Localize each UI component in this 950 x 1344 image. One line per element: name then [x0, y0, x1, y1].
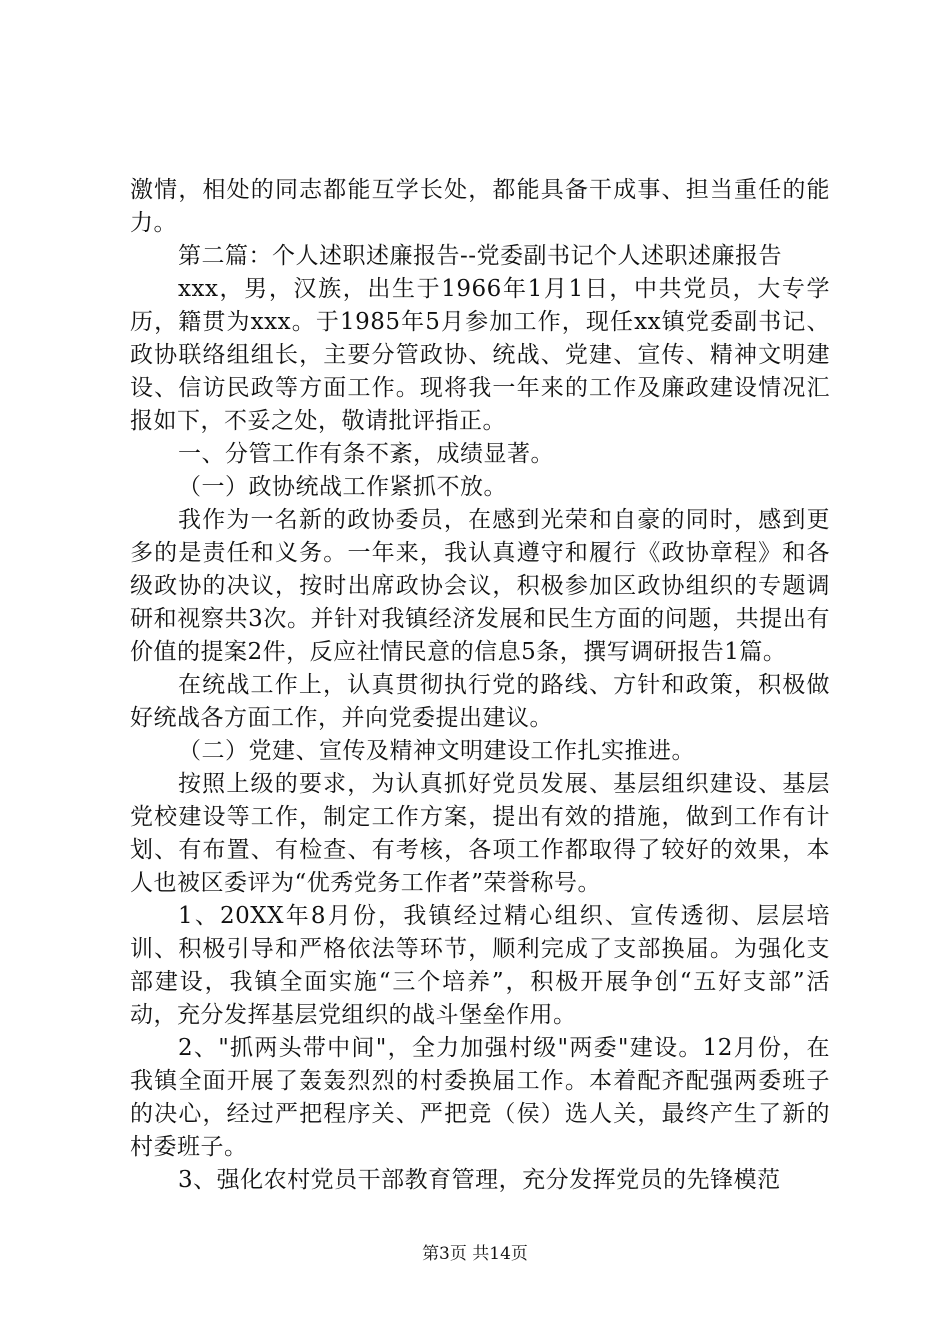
paragraph-cppcc-work: 我作为一名新的政协委员，在感到光荣和自豪的同时，感到更多的是责任和义务。一年来，我认真遵守和履行《政协章程》和各级政协的决议，按时出席政协会议，积极参加区政协组织的专题调研和视察共3次。并针对我镇经济发展和民生方面的问题，共提出有价值的提案2件，反应社情民意的信息5条，撰写调研报告1篇。 — [130, 507, 830, 665]
paragraph-item-2: 2、"抓两头带中间"，全力加强村级"两委"建设。12月份，在我镇全面开展了轰轰烈烈的村委换届工作。本着配齐配强两委班子的决心，经过严把程序关、严把竞（侯）选人关，最终产生了新的村委班子。 — [130, 1035, 830, 1160]
heading-part-one: 一、分管工作有条不紊，成绩显著。 — [178, 441, 554, 467]
subheading-two: （二）党建、宣传及精神文明建设工作扎实推进。 — [178, 738, 695, 764]
paragraph-party-building: 按照上级的要求，为认真抓好党员发展、基层组织建设、基层党校建设等工作，制定工作方案，提出有效的措施，做到工作有计划、有布置、有检查、有考核，各项工作都取得了较好的效果，本人也被区委评为“优秀党务工作者”荣誉称号。 — [130, 771, 830, 896]
document-body — [130, 174, 830, 1197]
section-heading-second-article: 第二篇：个人述职述廉报告--党委副书记个人述职述廉报告 — [178, 243, 783, 269]
paragraph-profile: xxx，男，汉族，出生于1966年1月1日，中共党员，大专学历，籍贯为xxx。于1985年5月参加工作，现任xx镇党委副书记、政协联络组组长，主要分管政协、统战、党建、宣传、精神文明建设、信访民政等方面工作。现将我一年来的工作及廉政建设情况汇报如下，不妥之处，敬请批评指正。 — [130, 276, 830, 434]
paragraph-1: 激情，相处的同志都能互学长处，都能具备干成事、担当重任的能力。 — [130, 177, 830, 236]
page-footer: 第3页 共14页 — [422, 1244, 528, 1264]
subheading-one: （一）政协统战工作紧抓不放。 — [178, 474, 507, 500]
paragraph-item-3: 3、强化农村党员干部教育管理，充分发挥党员的先锋模范 — [178, 1167, 781, 1193]
paragraph-united-front: 在统战工作上，认真贯彻执行党的路线、方针和政策，积极做好统战各方面工作，并向党委提出建议。 — [130, 672, 830, 731]
paragraph-item-1: 1、20XX年8月份，我镇经过精心组织、宣传透彻、层层培训、积极引导和严格依法等环节，顺利完成了支部换届。为强化支部建设，我镇全面实施“三个培养”，积极开展争创“五好支部”活动，充分发挥基层党组织的战斗堡垒作用。 — [130, 903, 830, 1028]
